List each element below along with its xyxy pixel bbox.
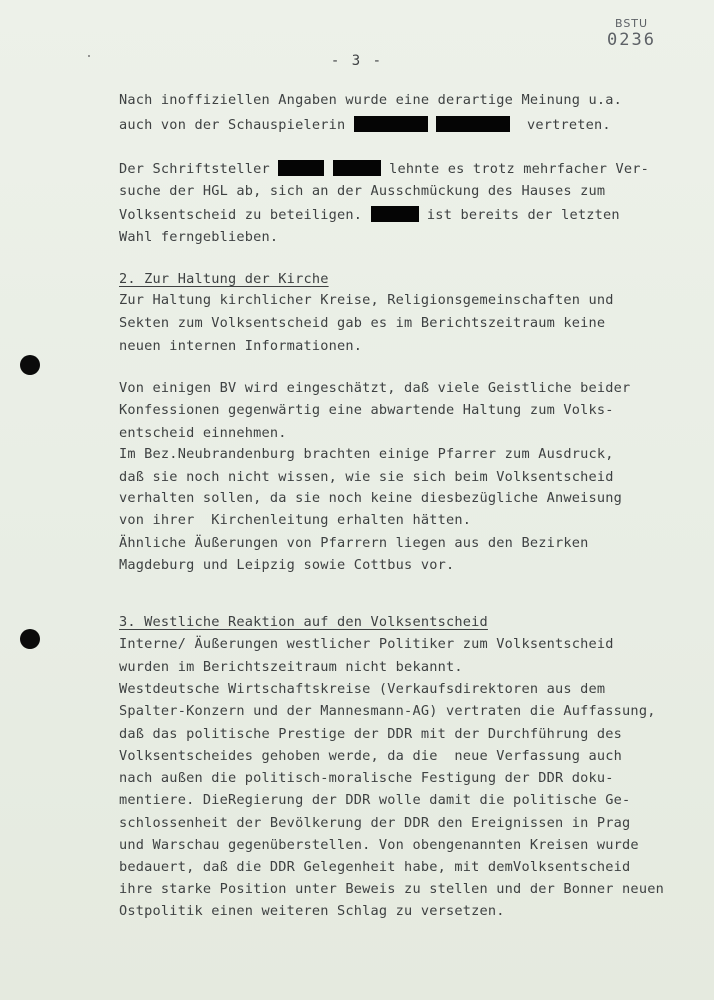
text-line bbox=[119, 116, 611, 133]
text-line: nach außen die politisch-moralische Festigung der DDR doku- bbox=[119, 770, 614, 786]
text-line: verhalten sollen, da sie noch keine diesbezügliche Anweisung bbox=[119, 490, 623, 506]
text-line: Magdeburg und Leipzig sowie Cottbus vor. bbox=[119, 557, 455, 573]
stamp-number: 0236 bbox=[607, 30, 656, 50]
text-line bbox=[119, 160, 649, 177]
punch-hole bbox=[20, 629, 40, 649]
text-line: Sekten zum Volksentscheid gab es im Berichtszeitraum keine bbox=[119, 315, 606, 331]
text-fragment: Der Schriftsteller bbox=[119, 161, 270, 177]
page-number: - 3 - bbox=[330, 53, 384, 69]
stamp-org: BSTU bbox=[614, 17, 649, 30]
archive-stamp bbox=[607, 18, 656, 49]
text-line: und Warschau gegenüberstellen. Von obengenannten Kreisen wurde bbox=[119, 837, 639, 853]
text-line: Spalter-Konzern und der Mannesmann-AG) vertraten die Auffassung, bbox=[119, 703, 656, 719]
text-line: mentiere. DieRegierung der DDR wolle damit die politische Ge- bbox=[119, 792, 631, 808]
redaction-bar bbox=[371, 206, 419, 222]
text-line: von ihrer Kirchenleitung erhalten hätten. bbox=[119, 512, 472, 528]
text-fragment: auch von der Schauspielerin bbox=[119, 117, 346, 133]
text-line bbox=[119, 206, 620, 223]
text-line: Im Bez.Neubrandenburg brachten einige Pfarrer zum Ausdruck, bbox=[119, 446, 614, 462]
text-line: suche der HGL ab, sich an der Ausschmückung des Hauses zum bbox=[119, 183, 606, 199]
text-fragment: lehnte es trotz mehrfacher Ver- bbox=[389, 161, 650, 177]
text-line: Nach inoffiziellen Angaben wurde eine derartige Meinung u.a. bbox=[119, 92, 623, 108]
text-line: Konfessionen gegenwärtig eine abwartende Haltung zum Volks- bbox=[119, 402, 614, 418]
text-line: Von einigen BV wird eingeschätzt, daß viele Geistliche beider bbox=[119, 380, 631, 396]
text-fragment: ist bereits der letzten bbox=[426, 207, 620, 223]
redaction-bar bbox=[436, 116, 510, 132]
text-line: wurden im Berichtszeitraum nicht bekannt. bbox=[119, 659, 463, 675]
redaction-bar bbox=[278, 160, 324, 176]
text-line: bedauert, daß die DDR Gelegenheit habe, mit demVolksentscheid bbox=[119, 859, 631, 875]
text-line: schlossenheit der Bevölkerung der DDR den Ereignissen in Prag bbox=[119, 815, 631, 831]
text-line: Ostpolitik einen weiteren Schlag zu versetzen. bbox=[119, 903, 505, 919]
text-line: Ähnliche Äußerungen von Pfarrern liegen aus den Bezirken bbox=[119, 535, 589, 551]
text-line: daß sie noch nicht wissen, wie sie sich beim Volksentscheid bbox=[119, 469, 614, 485]
text-line: Wahl ferngeblieben. bbox=[119, 229, 279, 245]
text-fragment: vertreten. bbox=[526, 117, 611, 133]
redaction-bar bbox=[354, 116, 428, 132]
punch-hole bbox=[20, 355, 40, 375]
text-line: Zur Haltung kirchlicher Kreise, Religionsgemeinschaften und bbox=[119, 292, 614, 308]
redaction-bar bbox=[333, 160, 381, 176]
text-line: ihre starke Position unter Beweis zu stellen und der Bonner neuen bbox=[119, 881, 664, 897]
text-line: Volksentscheides gehoben werde, da die neue Verfassung auch bbox=[119, 748, 623, 764]
text-line: Interne/ Äußerungen westlicher Politiker zum Volksentscheid bbox=[119, 636, 614, 652]
text-line: entscheid einnehmen. bbox=[119, 425, 287, 441]
section-heading: 2. Zur Haltung der Kirche bbox=[119, 271, 329, 287]
section-heading: 3. Westliche Reaktion auf den Volksentscheid bbox=[119, 614, 488, 630]
text-line: Westdeutsche Wirtschaftskreise (Verkaufsdirektoren aus dem bbox=[119, 681, 606, 697]
text-line: neuen internen Informationen. bbox=[119, 338, 363, 354]
text-line: daß das politische Prestige der DDR mit der Durchführung des bbox=[119, 726, 623, 742]
text-fragment: Volksentscheid zu beteiligen. bbox=[119, 207, 363, 223]
